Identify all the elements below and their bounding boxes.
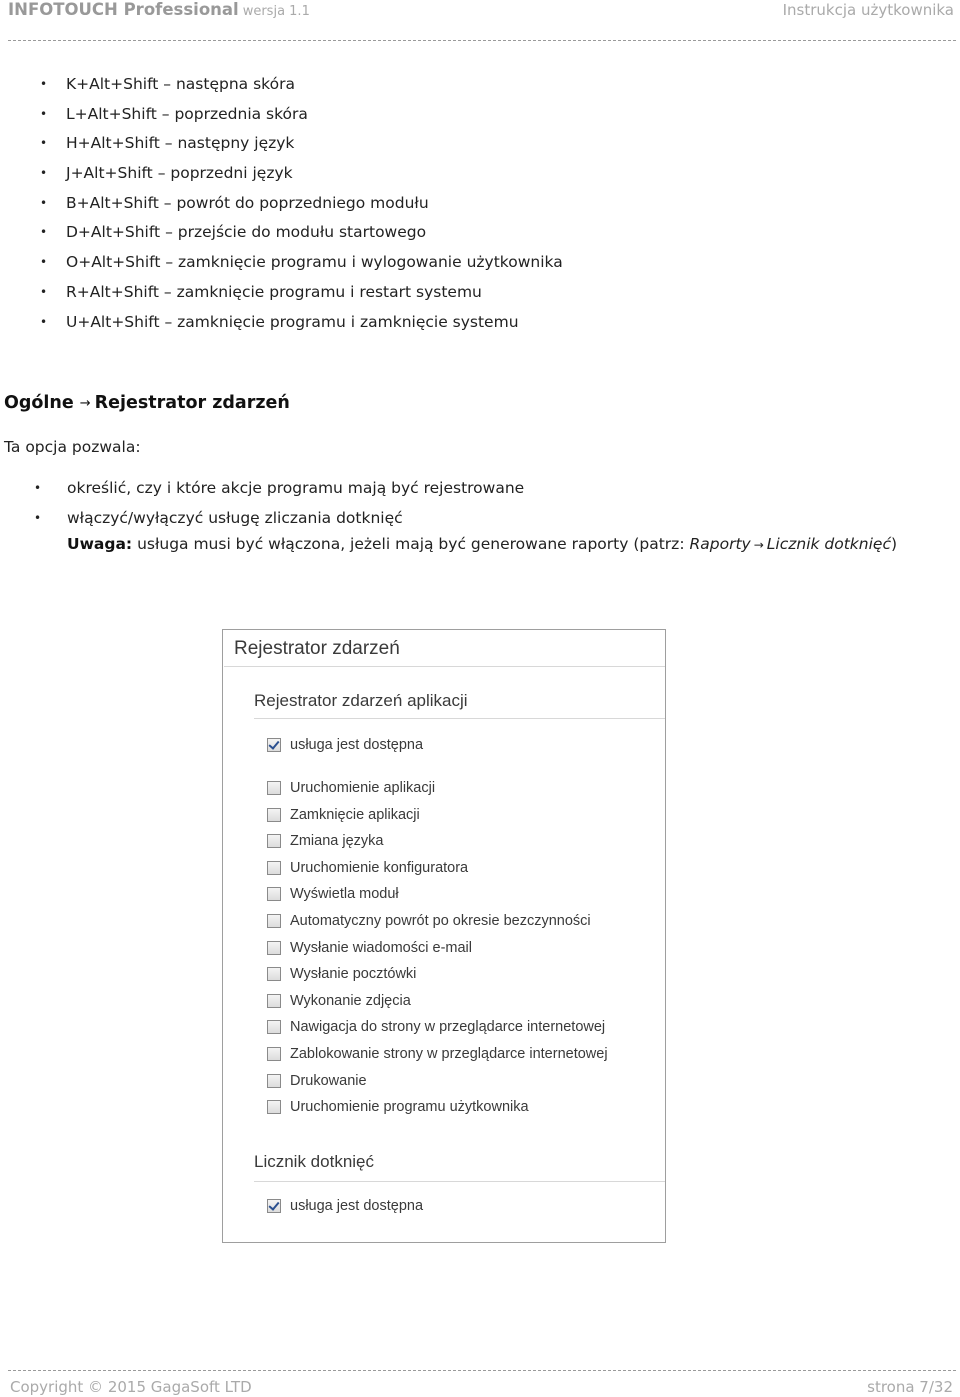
shortcut-separator: – xyxy=(163,282,172,301)
shortcut-separator: – xyxy=(164,312,173,331)
list-item xyxy=(0,279,563,309)
list-item xyxy=(0,190,563,220)
list-item xyxy=(0,101,563,131)
note-reference xyxy=(689,535,890,553)
shortcut-separator: – xyxy=(165,223,173,242)
shortcut-description: powrót do poprzedniego modułu xyxy=(176,193,429,212)
event-label: Wykonanie zdjęcia xyxy=(290,992,411,1009)
breadcrumb-event-logger: Rejestrator zdarzeń xyxy=(94,393,290,413)
event-label: Uruchomienie programu użytkownika xyxy=(290,1099,529,1116)
event-label: Wyświetla moduł xyxy=(290,886,399,903)
breadcrumb-general: Ogólne xyxy=(4,393,74,413)
shortcut-description: zamknięcie programu i zamknięcie systemu xyxy=(177,312,519,331)
list-item xyxy=(0,309,563,339)
app-name-text: INFOTOUCH Professional xyxy=(8,0,239,19)
event-checkbox[interactable] xyxy=(267,861,281,875)
shortcut-separator: – xyxy=(163,75,172,93)
event-checkbox[interactable] xyxy=(267,808,281,822)
header-divider xyxy=(8,40,956,41)
list-item xyxy=(0,506,524,536)
event-label: Automatyczny powrót po okresie bezczynności xyxy=(290,913,591,929)
version-label: wersja 1.1 xyxy=(242,4,310,19)
bullet-icon: • xyxy=(40,136,48,151)
shortcut-separator: – xyxy=(164,134,173,153)
event-checkbox[interactable] xyxy=(267,887,281,901)
shortcut-key: J+Alt+Shift xyxy=(66,164,153,183)
event-checkbox[interactable] xyxy=(267,1020,281,1034)
shortcut-key: L+Alt+Shift xyxy=(66,104,157,123)
list-item xyxy=(0,130,563,160)
shortcut-key: D+Alt+Shift xyxy=(66,223,161,242)
event-label: Zablokowanie strony w przeglądarce internetowej xyxy=(290,1046,608,1062)
arrow-icon: → xyxy=(753,538,764,552)
feature-text: włączyć/wyłączyć usługę zliczania dotknięć xyxy=(67,508,403,527)
event-checkbox[interactable] xyxy=(267,1047,281,1061)
group-divider xyxy=(254,718,665,719)
screenshot-title: Rejestrator zdarzeń xyxy=(234,638,400,659)
bullet-icon: • xyxy=(34,481,42,495)
event-checkbox[interactable] xyxy=(267,914,281,928)
event-checkbox[interactable] xyxy=(267,1100,281,1114)
feature-text: określić, czy i które akcje programu mają być rejestrowane xyxy=(67,479,525,497)
event-label: Nawigacja do strony w przeglądarce internetowej xyxy=(290,1019,606,1036)
shortcut-key: O+Alt+Shift xyxy=(66,253,161,272)
shortcut-key: U+Alt+Shift xyxy=(66,312,160,331)
shortcut-key: K+Alt+Shift xyxy=(66,75,159,93)
bullet-icon: • xyxy=(40,195,48,210)
event-label: Wysłanie pocztówki xyxy=(290,966,417,983)
service-label: usługa jest dostępna xyxy=(290,737,424,753)
note xyxy=(67,535,897,553)
shortcut-description: przejście do modułu startowego xyxy=(177,223,427,242)
shortcut-description: poprzedni język xyxy=(170,164,293,183)
note-label: Uwaga: xyxy=(67,535,133,553)
copyright: Copyright © 2015 GagaSoft LTD xyxy=(10,1378,252,1396)
list-item xyxy=(0,71,563,101)
event-checkbox[interactable] xyxy=(267,967,281,981)
feature-list xyxy=(0,476,524,535)
event-checkbox[interactable] xyxy=(267,994,281,1008)
bullet-icon: • xyxy=(40,255,48,270)
event-label: Zamknięcie aplikacji xyxy=(290,806,420,823)
touch-service-checkbox[interactable] xyxy=(267,1199,281,1213)
list-item xyxy=(0,219,563,249)
bullet-icon: • xyxy=(40,225,48,240)
bullet-icon: • xyxy=(40,314,48,329)
bullet-icon: • xyxy=(40,166,48,181)
group-app-logger-title: Rejestrator zdarzeń aplikacji xyxy=(254,691,468,710)
document-title: Instrukcja użytkownika xyxy=(782,1,954,19)
note-close: ) xyxy=(890,535,898,553)
touch-service-label: usługa jest dostępna xyxy=(290,1198,424,1214)
list-item xyxy=(0,249,563,279)
group-touch-counter-title: Licznik dotknięć xyxy=(254,1152,375,1171)
shortcut-key: B+Alt+Shift xyxy=(66,193,159,212)
shortcut-list xyxy=(0,71,563,338)
screenshot-divider xyxy=(224,666,665,667)
shortcut-description: poprzednia skóra xyxy=(174,104,308,123)
shortcut-separator: – xyxy=(161,104,170,123)
event-logger-screenshot xyxy=(222,629,666,1243)
shortcut-key: R+Alt+Shift xyxy=(66,282,159,301)
shortcut-separator: – xyxy=(163,193,172,212)
event-label: Uruchomienie konfiguratora xyxy=(290,859,469,876)
bullet-icon: • xyxy=(40,284,48,299)
page-number: strona 7/32 xyxy=(867,1378,953,1396)
page-header xyxy=(8,0,954,24)
event-checkbox[interactable] xyxy=(267,834,281,848)
shortcut-key: H+Alt+Shift xyxy=(66,134,160,153)
arrow-icon: → xyxy=(79,396,91,411)
event-label: Drukowanie xyxy=(290,1072,367,1089)
shortcut-description: zamknięcie programu i wylogowanie użytkownika xyxy=(178,253,563,272)
event-checkbox[interactable] xyxy=(267,781,281,795)
event-label: Uruchomienie aplikacji xyxy=(290,780,436,796)
event-checkbox[interactable] xyxy=(267,941,281,955)
intro-text: Ta opcja pozwala: xyxy=(4,438,141,456)
bullet-icon: • xyxy=(34,510,42,525)
event-label: Zmiana języka xyxy=(290,833,384,850)
note-ref-reports: Raporty xyxy=(689,535,751,553)
footer-divider xyxy=(8,1370,956,1371)
shortcut-separator: – xyxy=(157,164,166,183)
list-item xyxy=(0,160,563,190)
section-heading xyxy=(4,393,290,413)
bullet-icon: • xyxy=(40,77,48,91)
note-ref-touch-counter: Licznik dotknięć xyxy=(766,535,891,553)
shortcut-separator: – xyxy=(165,253,174,272)
bullet-icon: • xyxy=(40,106,48,121)
group-divider xyxy=(254,1181,665,1182)
shortcut-description: następny język xyxy=(177,134,295,153)
list-item xyxy=(0,476,524,506)
shortcut-description: zamknięcie programu i restart systemu xyxy=(176,282,482,301)
app-name xyxy=(8,0,310,19)
service-checkbox[interactable] xyxy=(267,738,281,752)
event-checkbox[interactable] xyxy=(267,1074,281,1088)
event-label: Wysłanie wiadomości e-mail xyxy=(290,939,472,956)
note-text: usługa musi być włączona, jeżeli mają być generowane raporty (patrz: xyxy=(137,535,685,553)
shortcut-description: następna skóra xyxy=(175,75,295,93)
